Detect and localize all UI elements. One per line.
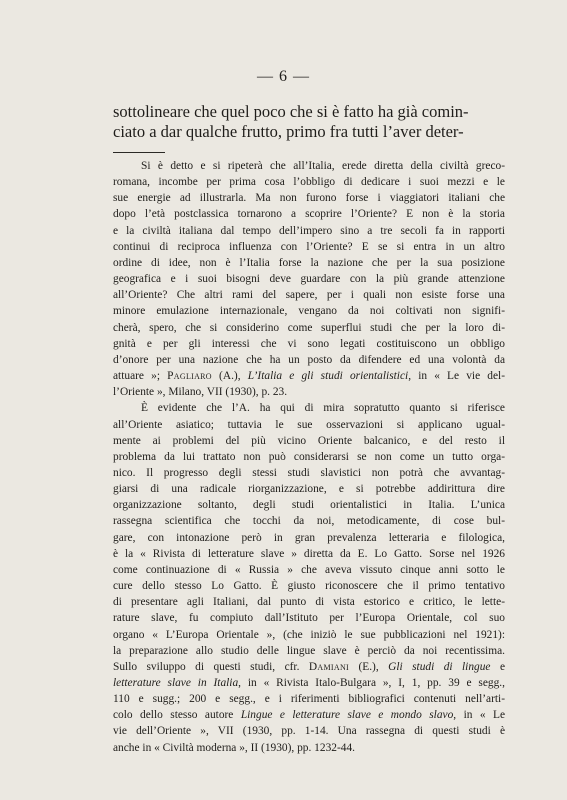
footnote-line: l’Oriente », Milano, VII (1930), p. 23.: [113, 386, 288, 399]
footnote-line: è la « Rivista di letterature slave » diretta da E. Lo Gatto. Sorse nel 1926: [113, 547, 505, 560]
footnote-line: continui di reciproca influenza con l’Oriente? E se si entra in un altro: [113, 240, 505, 253]
footnote-line: [113, 659, 505, 675]
footnote-line: minore emulazione internazionale, vengano da noi coltivati non signifi-: [113, 305, 505, 318]
footnote-line: mente ai problemi del più vicino Oriente balcanico, e del resto il: [113, 434, 505, 447]
citation-prefix: Sullo sviluppo di questi studi, cfr.: [113, 660, 309, 673]
footnote-line: È evidente che l’A. ha qui di mira sopratutto quanto si riferisce: [141, 402, 505, 415]
footnote-line: d’onore per una nazione che ha un posto da difendere ed una volontà da: [113, 353, 505, 366]
citation-source: , in « Le: [453, 709, 505, 722]
footnote-line: [113, 368, 505, 384]
citation-title: Lingue e letterature slave e mondo slavo: [240, 709, 454, 722]
footnote-line: problema da lui trattato non può considerarsi se non come un tutto orga-: [113, 450, 505, 463]
citation-source: , in « Le vie del-: [408, 370, 505, 383]
footnote-line: [113, 707, 505, 723]
footnote-line: sue energie ad illustrarla. Ma non furono forse i viaggiatori italiani che: [113, 192, 505, 205]
footnote-line: anche in « Civiltà moderna », II (1930), pp. 1232-44.: [113, 741, 355, 754]
citation-prefix: attuare »;: [113, 370, 168, 383]
footnote-line: geografica e i suoi bisogni deve guardare con la più grande attenzione: [113, 273, 505, 286]
citation-author: Pagliaro: [167, 370, 212, 383]
citation-title: Gli studi di lingue: [388, 660, 491, 673]
body-line: ciato a dar qualche frutto, primo fra tutti l’aver deter-: [113, 122, 464, 141]
body-line: sottolineare che quel poco che si è fatto ha già comin-: [113, 102, 469, 121]
citation-title-cont: letterature slave in Italia: [113, 677, 239, 689]
footnote-line: organizzazione soltanto, degli studi orientalistici in Italia. L’unica: [113, 499, 505, 512]
citation-source: , in « Rivista Italo-Bulgara », I, 1, pp. 39 e segg.,: [238, 677, 505, 689]
footnote-line: nico. Il progresso degli stessi studi slavistici non potrà che avvantag-: [113, 466, 505, 479]
footnote-line: come continuazione di « Russia » che aveva vissuto cinque anni sotto le: [113, 563, 505, 576]
footnote-line: organo « L’Europa Orientale », (che iniziò le sue pubblicazioni nel 1921):: [113, 628, 505, 641]
footnote-line: gnità e per gli interessi che vi sono legati costituiscono un obbligo: [113, 337, 505, 350]
footnote-rule: [113, 152, 165, 153]
page-number: — 6 —: [257, 68, 310, 85]
footnote-line: ordine di idee, non è l’Italia forse la nazione che per la sua posizione: [113, 256, 505, 269]
citation-initial: (E.),: [349, 660, 389, 673]
footnote-line: romana, incombe per prima cosa l’obbligo di dedicare i suoi mezzi e le: [113, 176, 505, 189]
footnote-line: e la civiltà italiana dal tempo dell’impero sino a tre secoli fa in rapporti: [113, 224, 505, 237]
body-text: [113, 102, 505, 142]
footnote-line: all’Oriente asiatico; tuttavia le sue osservazioni si applicano ugual-: [113, 418, 505, 431]
citation-author: Damiani: [308, 660, 349, 673]
citation-prefix: colo dello stesso autore: [113, 709, 241, 722]
footnote-line: rassegna scientifica che tocchi da noi, metodicamente, di cose bul-: [113, 515, 505, 528]
footnote-line: giarsi di una radicale riorganizzazione, e si potrebbe addirittura dire: [113, 483, 505, 496]
footnote-line: dopo l’età postclassica tornarono a scoprire l’Oriente? E non è la storia: [113, 208, 505, 221]
footnote-line: vie dell’Oriente », VII (1930, pp. 1-14. Una rassegna di questi studi è: [113, 725, 505, 738]
footnote-line: Si è detto e si ripeterà che all’Italia, erede diretta della civiltà greco-: [141, 160, 505, 172]
citation-conjunction: e: [490, 660, 505, 673]
footnote-line: di presentare agli Italiani, dal punto di vista estorico e critico, le lette-: [113, 596, 505, 609]
footnote-line: all’Oriente? Che altri rami del sapere, per i quali non esiste forse una: [113, 289, 505, 302]
footnote-line: la preparazione allo studio delle lingue slave è perciò da noi recentissima.: [113, 644, 505, 657]
footnote-line: rature slave, fu compiuto dall’Istituto per l’Europa Orientale, col suo: [113, 612, 505, 625]
citation-title: L’Italia e gli studi orientalistici: [247, 370, 409, 383]
footnote-line: gare, con intonazione però in gran prevalenza letteraria e filologica,: [113, 531, 505, 544]
footnote-line: cure dello stesso Lo Gatto. È giusto riconoscere che il primo tentativo: [113, 580, 505, 593]
footnote-line: [113, 675, 505, 691]
footnote-line: 110 e sugg.; 200 e segg., e i riferimenti bibliografici contenuti nell’arti-: [113, 693, 505, 706]
citation-initial: (A.),: [211, 370, 248, 383]
footnote-line: cherà, spero, che si considerino come superflui studi che per la loro di-: [113, 321, 505, 334]
footnote: [113, 158, 505, 756]
